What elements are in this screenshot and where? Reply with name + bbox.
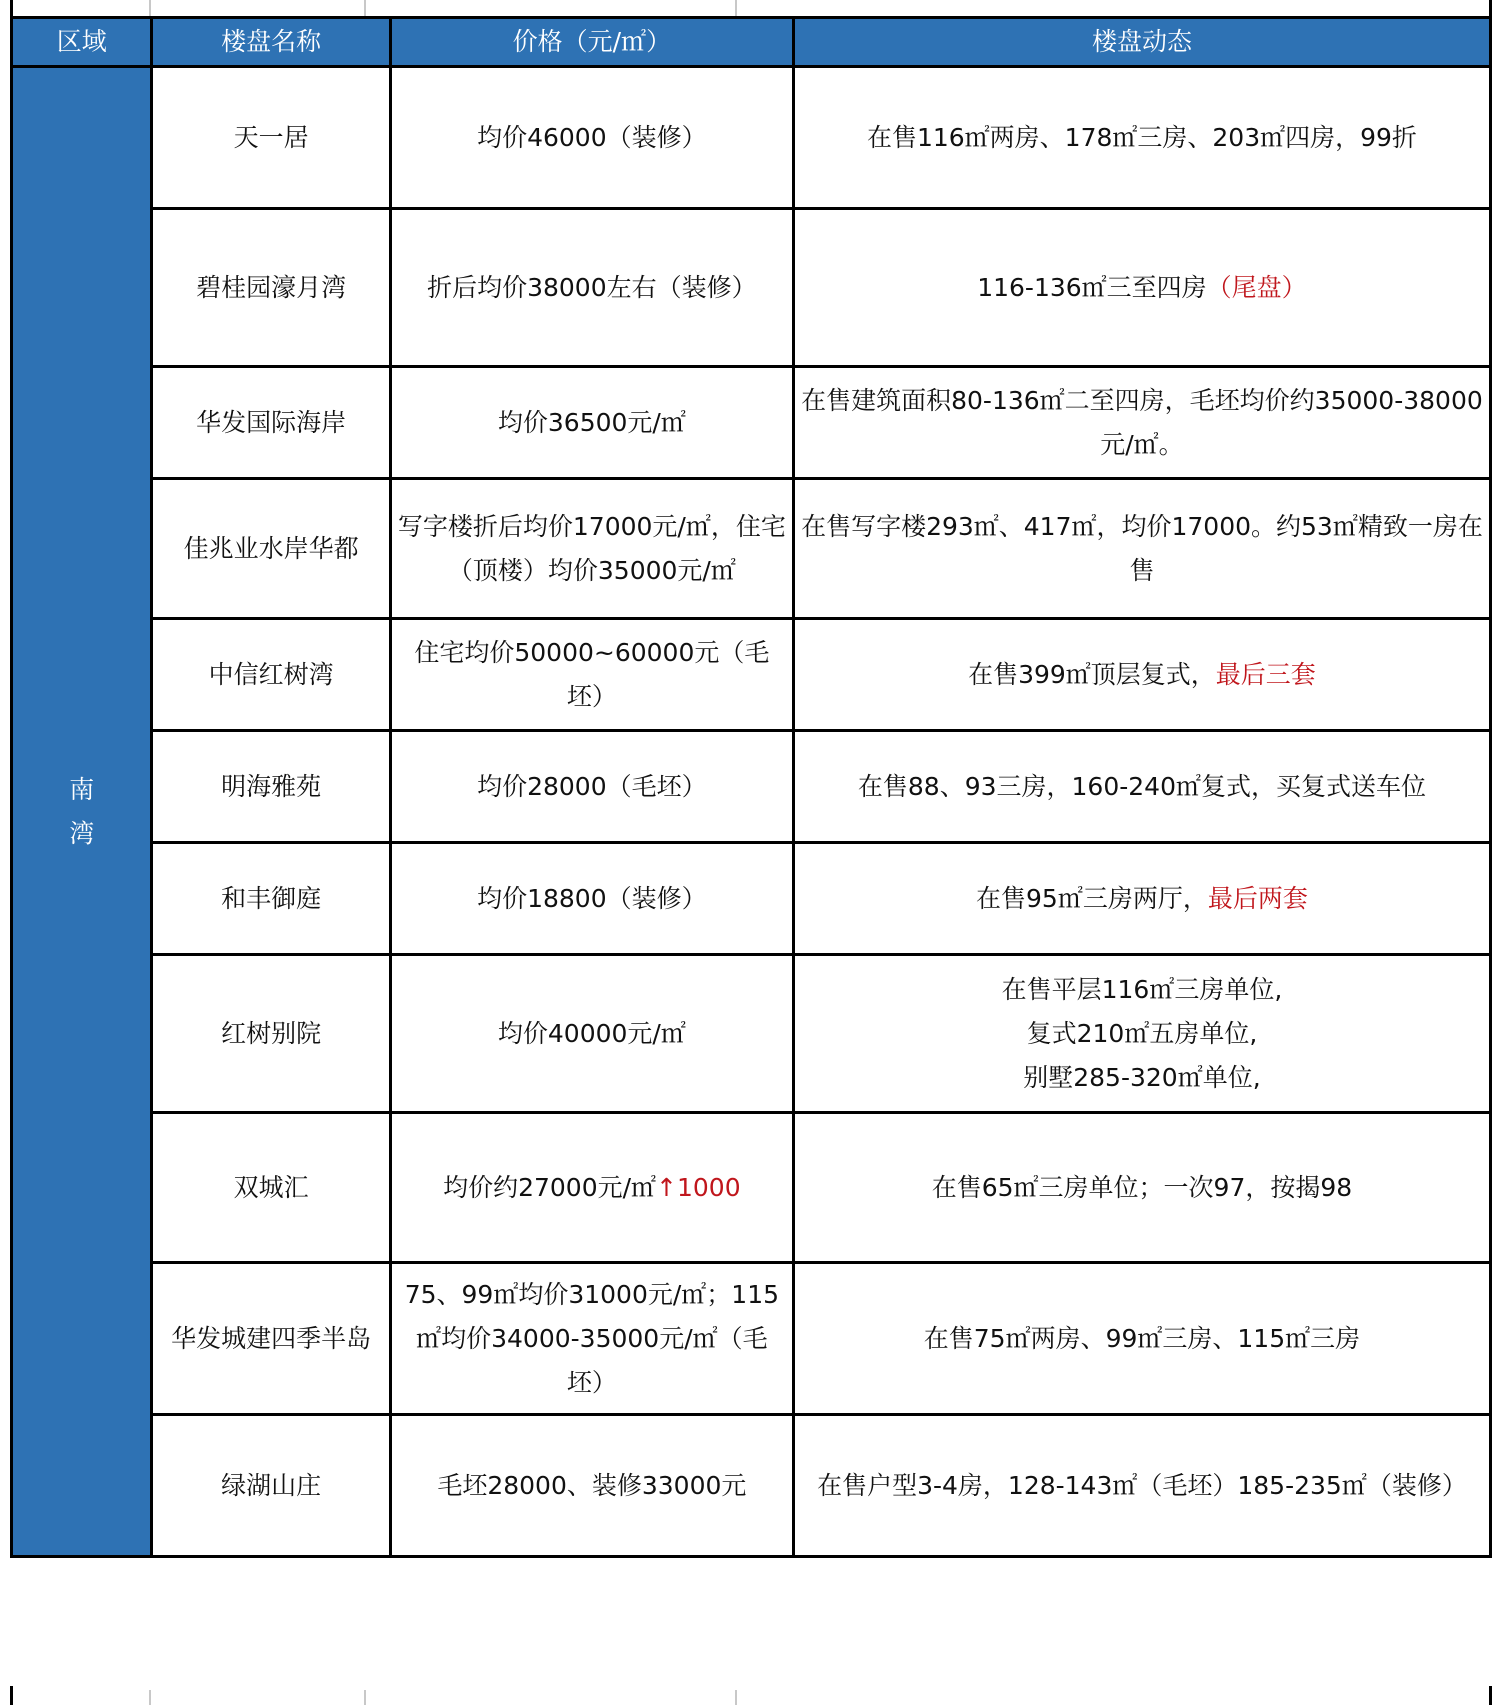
news-cell: 在售写字楼293㎡、417㎡，均价17000。约53㎡精致一房在售 <box>793 479 1490 619</box>
property-listing-table <box>10 16 1492 1558</box>
table-row <box>12 731 1491 843</box>
region-char: 湾 <box>69 818 95 848</box>
table-row <box>12 67 1491 209</box>
price-cell: 住宅均价50000~60000元（毛坯） <box>390 619 793 731</box>
project-name: 华发国际海岸 <box>152 367 390 479</box>
project-name: 双城汇 <box>152 1113 390 1263</box>
region-char: 南 <box>69 774 95 804</box>
news-cell: 在售88、93三房，160-240㎡复式，买复式送车位 <box>793 731 1490 843</box>
project-name: 红树别院 <box>152 955 390 1113</box>
news-cell <box>793 209 1490 367</box>
news-highlight: 最后三套 <box>1215 659 1316 689</box>
grid-border <box>1489 0 1492 16</box>
gridline <box>364 0 366 16</box>
price-text: 均价约27000元/㎡ <box>443 1172 657 1202</box>
news-cell: 在售116㎡两房、178㎡三房、203㎡四房，99折 <box>793 67 1490 209</box>
gridline <box>735 0 737 16</box>
news-cell: 在售65㎡三房单位；一次97，按揭98 <box>793 1113 1490 1263</box>
grid-border <box>10 1686 13 1705</box>
grid-border <box>10 0 13 16</box>
gridline <box>364 1690 366 1705</box>
header-news: 楼盘动态 <box>793 18 1490 67</box>
header-region: 区域 <box>12 18 152 67</box>
news-cell: 在售75㎡两房、99㎡三房、115㎡三房 <box>793 1263 1490 1415</box>
price-cell: 均价28000（毛坯） <box>390 731 793 843</box>
price-cell: 写字楼折后均价17000元/㎡，住宅（顶楼）均价35000元/㎡ <box>390 479 793 619</box>
spreadsheet-sheet <box>10 0 1492 1705</box>
gridline <box>735 1690 737 1705</box>
price-cell: 折后均价38000左右（装修） <box>390 209 793 367</box>
project-name: 明海雅苑 <box>152 731 390 843</box>
table-row <box>12 955 1491 1113</box>
news-cell: 在售建筑面积80-136㎡二至四房，毛坯均价约35000-38000元/㎡。 <box>793 367 1490 479</box>
region-cell <box>12 67 152 1557</box>
project-name: 天一居 <box>152 67 390 209</box>
header-row <box>12 18 1491 67</box>
project-name: 佳兆业水岸华都 <box>152 479 390 619</box>
price-cell: 毛坯28000、装修33000元 <box>390 1415 793 1557</box>
news-line: 别墅285-320㎡单位, <box>1023 1062 1261 1092</box>
table-row <box>12 479 1491 619</box>
price-cell: 均价46000（装修） <box>390 67 793 209</box>
news-cell: 在售户型3-4房，128-143㎡（毛坯）185-235㎡（装修） <box>793 1415 1490 1557</box>
table-row <box>12 1263 1491 1415</box>
table-row <box>12 367 1491 479</box>
news-highlight: （尾盘） <box>1206 272 1307 302</box>
header-name: 楼盘名称 <box>152 18 390 67</box>
price-cell: 75、99㎡均价31000元/㎡；115㎡均价34000-35000元/㎡（毛坯） <box>390 1263 793 1415</box>
gridline <box>149 1690 151 1705</box>
table-row <box>12 843 1491 955</box>
project-name: 华发城建四季半岛 <box>152 1263 390 1415</box>
news-text: 在售399㎡顶层复式， <box>968 659 1216 689</box>
project-name: 碧桂园濠月湾 <box>152 209 390 367</box>
project-name: 绿湖山庄 <box>152 1415 390 1557</box>
table-row <box>12 1113 1491 1263</box>
news-highlight: 最后两套 <box>1207 883 1308 913</box>
header-price: 价格（元/㎡） <box>390 18 793 67</box>
grid-border <box>1489 1686 1492 1705</box>
gridline <box>149 0 151 16</box>
news-cell <box>793 619 1490 731</box>
project-name: 中信红树湾 <box>152 619 390 731</box>
price-cell: 均价36500元/㎡ <box>390 367 793 479</box>
news-text: 在售95㎡三房两厅， <box>976 883 1208 913</box>
news-line: 复式210㎡五房单位, <box>1026 1018 1258 1048</box>
table-row <box>12 209 1491 367</box>
news-text: 116-136㎡三至四房 <box>977 272 1207 302</box>
price-cell <box>390 1113 793 1263</box>
news-cell <box>793 955 1490 1113</box>
table-row <box>12 1415 1491 1557</box>
project-name: 和丰御庭 <box>152 843 390 955</box>
news-cell <box>793 843 1490 955</box>
price-cell: 均价18800（装修） <box>390 843 793 955</box>
news-line: 在售平层116㎡三房单位, <box>1001 974 1283 1004</box>
table-row <box>12 619 1491 731</box>
price-change-up: ↑1000 <box>656 1172 741 1202</box>
price-cell: 均价40000元/㎡ <box>390 955 793 1113</box>
